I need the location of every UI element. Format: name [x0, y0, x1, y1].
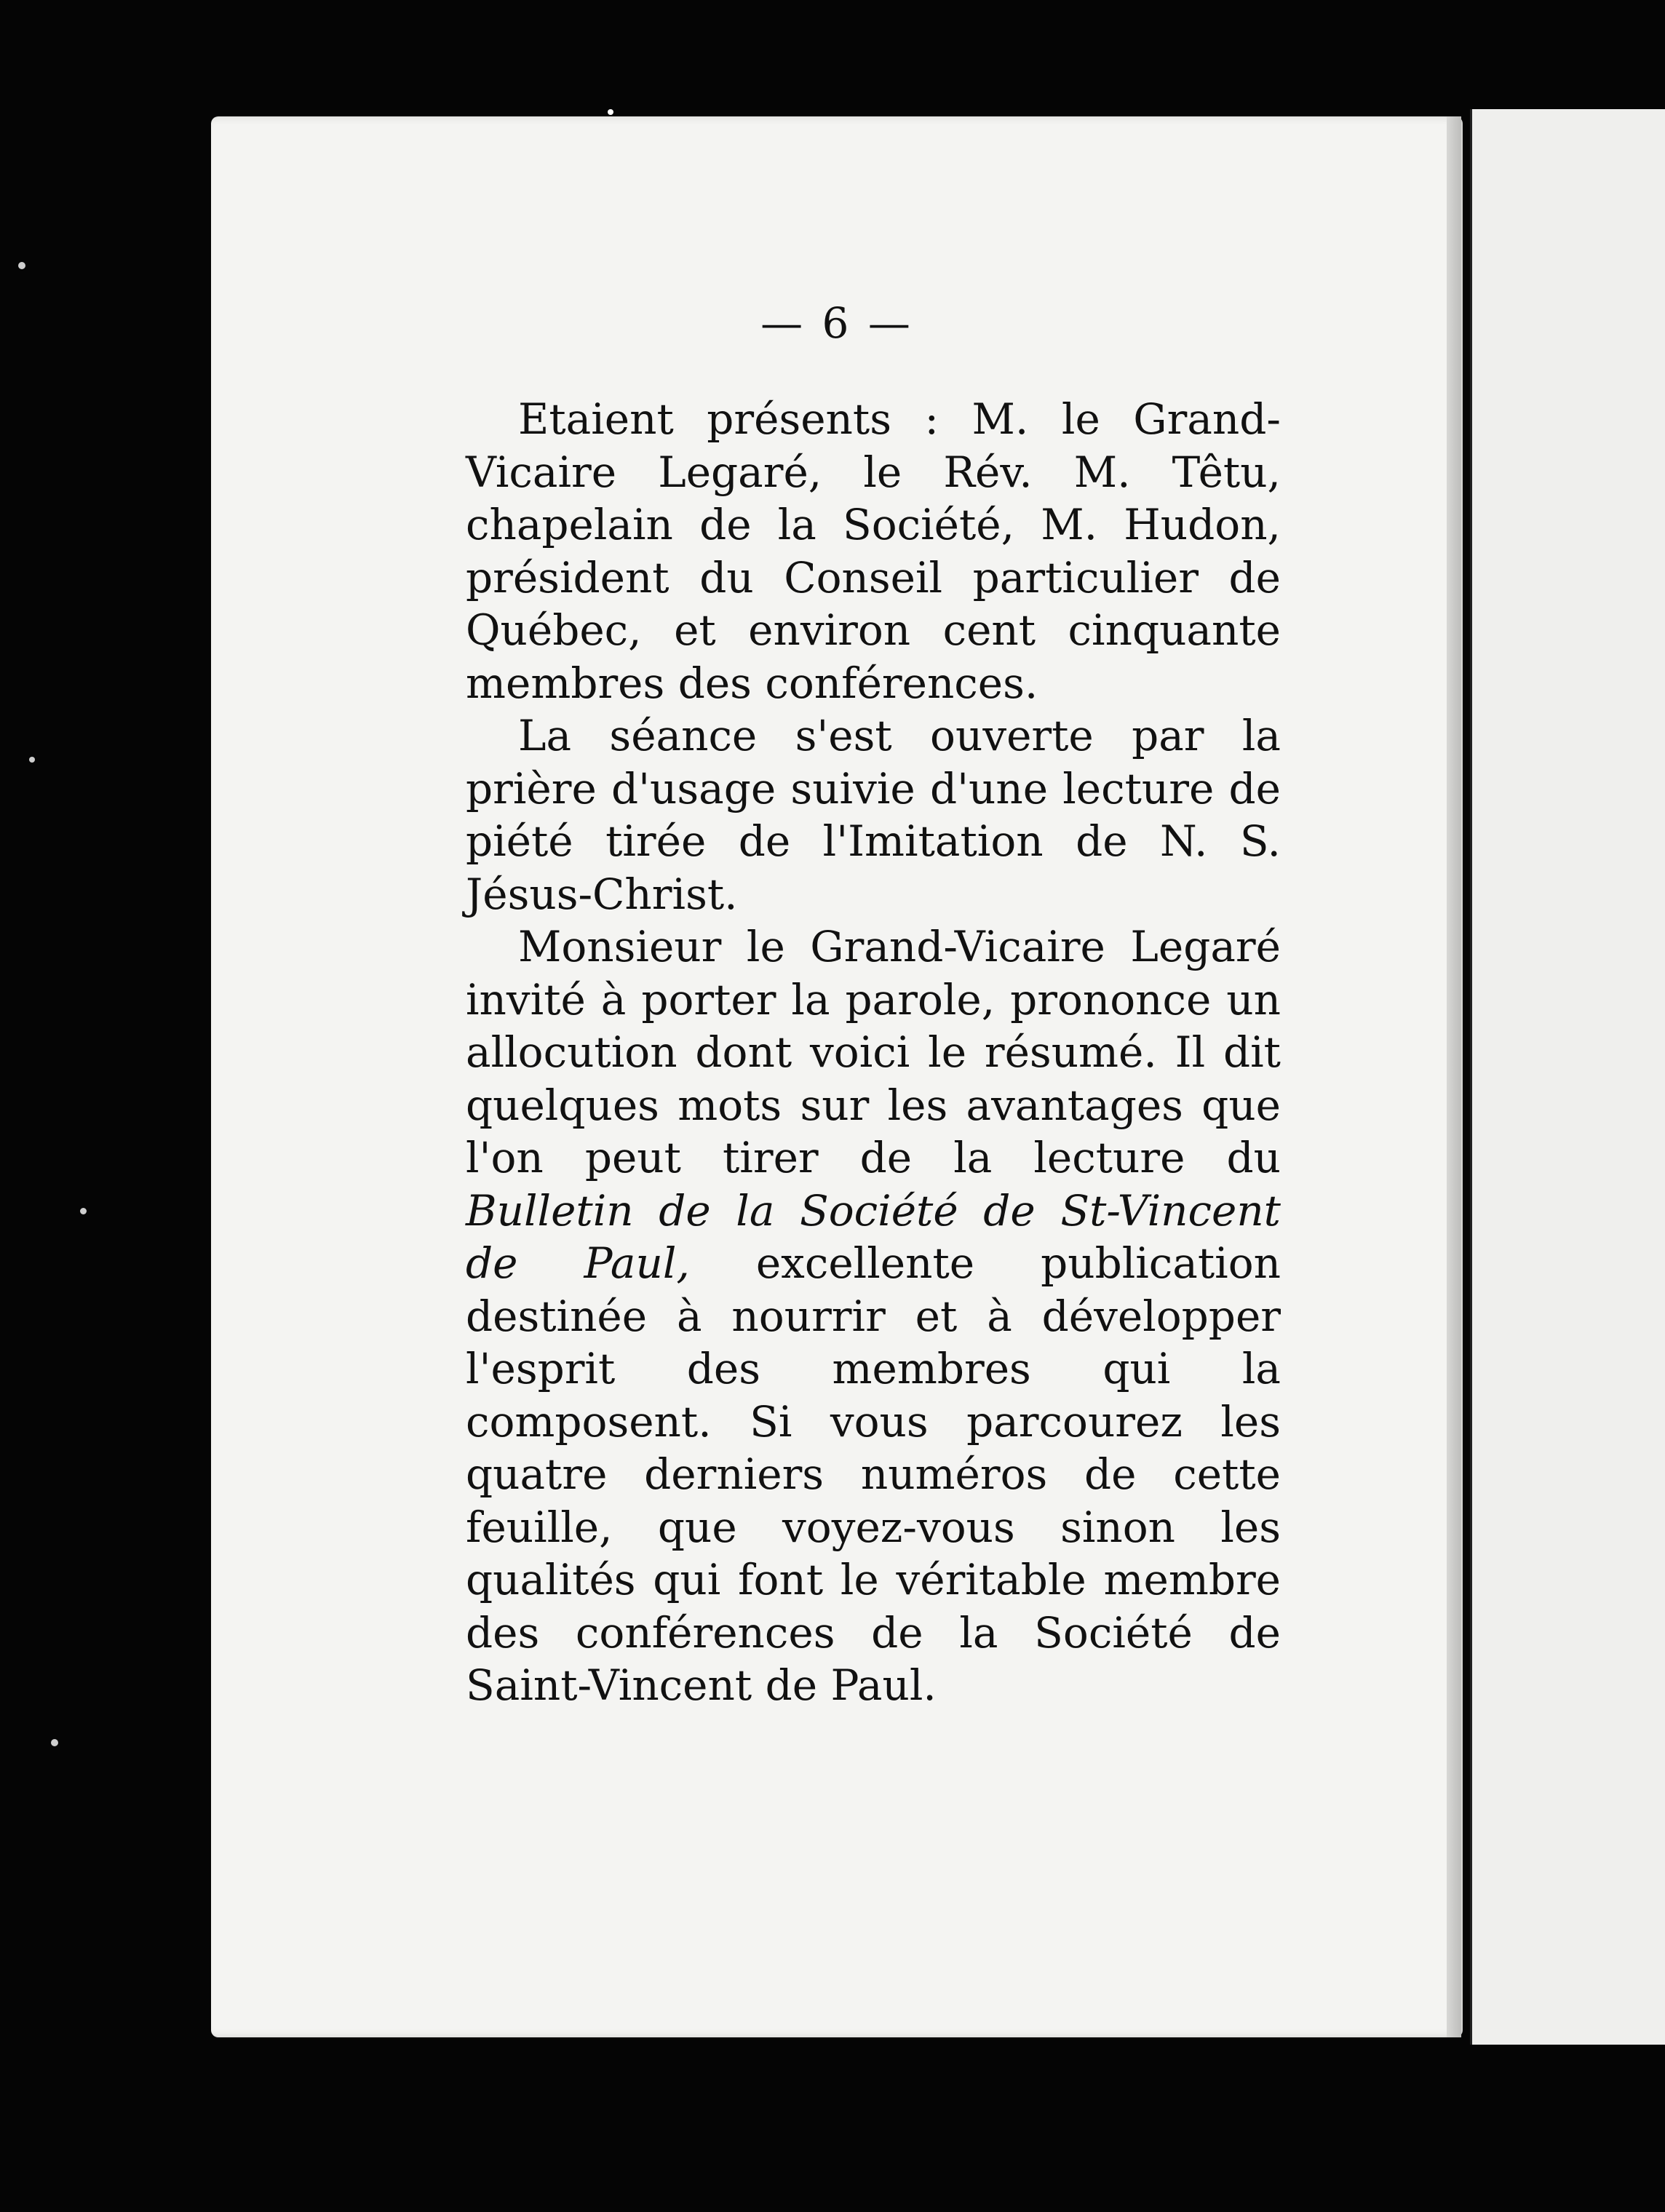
bulletin-title: Bulletin de la Société de St-Vincent de Paul,: [466, 1185, 1281, 1288]
dust-speck: [29, 757, 35, 763]
paragraph-attendance: Etaient présents : M. le Grand-Vicaire Legaré, le Rév. M. Têtu, chapelain de la Société, M. Hudon, président du Conseil particulier de Québec, et environ cent cinquante membres des conférences.: [466, 394, 1281, 708]
allocution-text-start: Monsieur le Grand-Vicaire Legaré invité à porter la parole, prononce un allocution dont voici le résumé. Il dit quelques mots sur les avantages que l'on peut tirer de la lecture du: [466, 922, 1281, 1182]
page-number: — 6 —: [760, 298, 913, 348]
allocution-text-end: excellente publication destinée à nourrir et à développer l'esprit des membres qui la composent. Si vous parcourez les quatre derniers numéros de cette feuille, que voyez-vous sinon les qualités qui font le véritable membre des conférences de la Société de Saint-Vincent de Paul.: [466, 1238, 1281, 1710]
dust-speck: [18, 262, 25, 269]
paragraph-opening-prayer: La séance s'est ouverte par la prière d'usage suivie d'une lecture de piété tirée de l'Imitation de N. S. Jésus-Christ.: [466, 711, 1281, 919]
dust-speck: [80, 1208, 87, 1214]
body-text: [466, 393, 1281, 1712]
page-edge: [1447, 116, 1461, 2037]
paragraph-allocution: [466, 920, 1281, 1712]
adjacent-page: [1470, 109, 1665, 2045]
dust-speck: [51, 1739, 58, 1746]
book-page: [211, 116, 1463, 2037]
dust-speck: [608, 109, 613, 115]
